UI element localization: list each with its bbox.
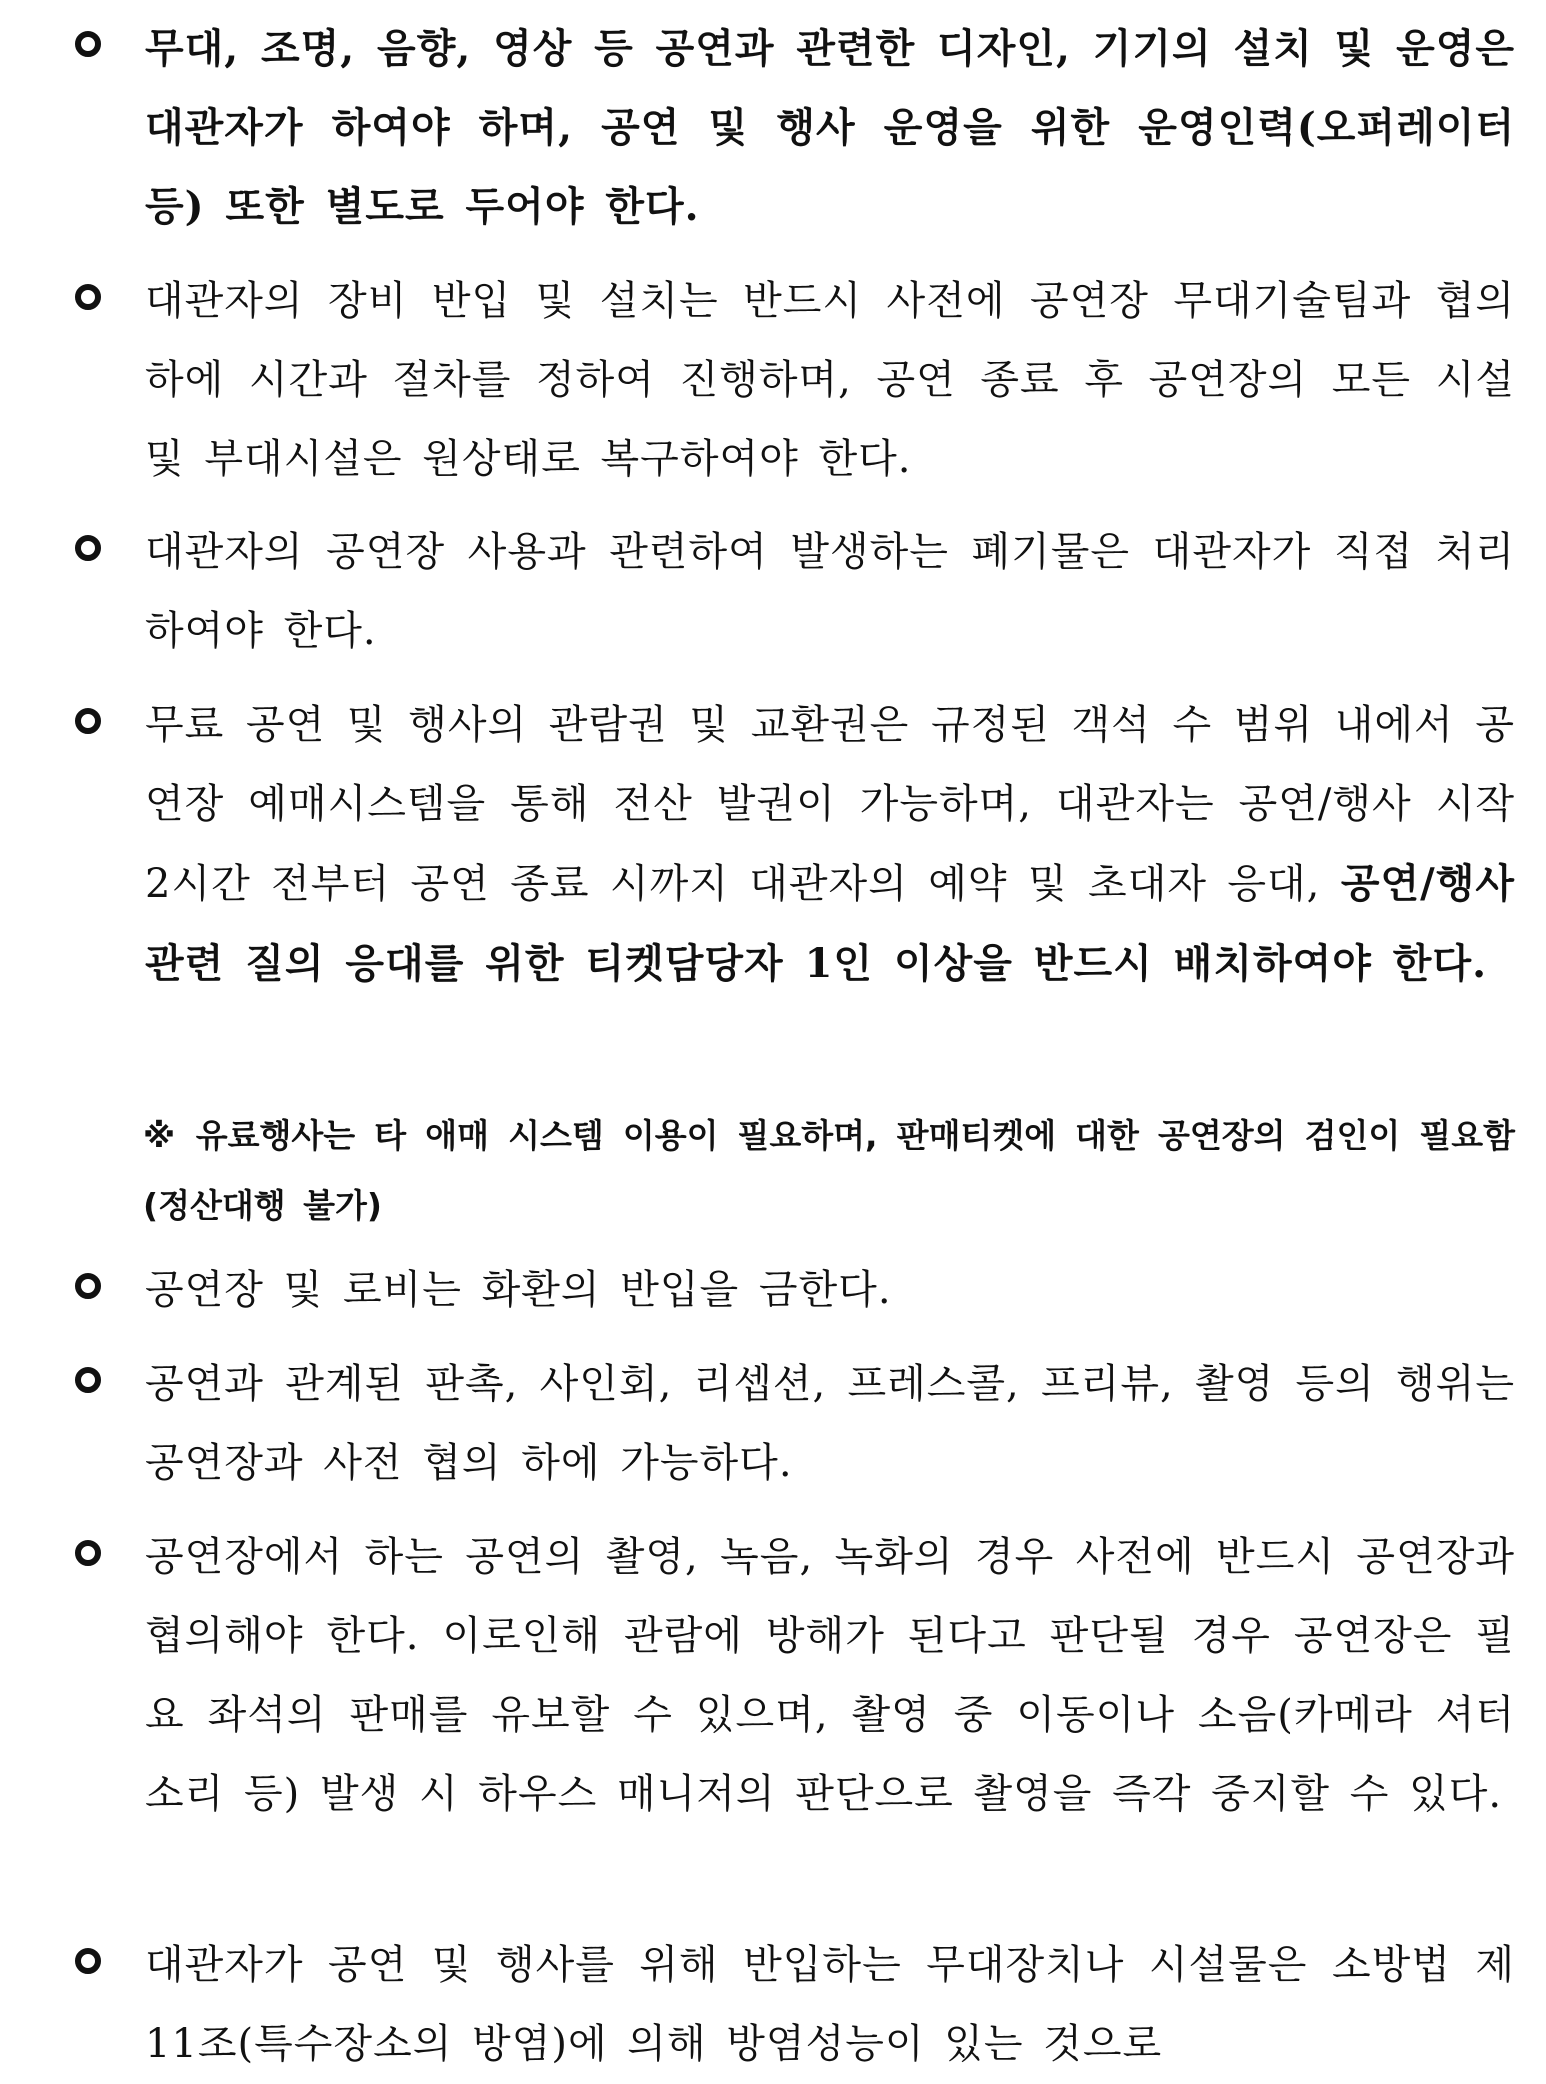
circle-bullet-icon bbox=[75, 284, 101, 310]
rule-text-1: 무대, 조명, 음향, 영상 등 공연과 관련한 디자인, 기기의 설치 및 운영은 대관자가 하여야 하며, 공연 및 행사 운영을 위한 운영인력(오퍼레이터 등) 또한 별도로 두어야 한다. bbox=[145, 25, 1515, 230]
rule-item-8 bbox=[75, 1926, 1515, 2084]
rule-text-2: 대관자의 장비 반입 및 설치는 반드시 사전에 공연장 무대기술팀과 협의 하에 시간과 절차를 정하여 진행하며, 공연 종료 후 공연장의 모든 시설 및 부대시설은 원상태로 복구하여야 한다. bbox=[145, 278, 1515, 482]
rule-text-3: 대관자의 공연장 사용과 관련하여 발생하는 폐기물은 대관자가 직접 처리하여야 한다. bbox=[145, 529, 1515, 654]
paid-event-note: ※ 유료행사는 타 애매 시스템 이용이 필요하며, 판매티켓에 대한 공연장의 검인이 필요함(정산대행 불가) bbox=[143, 1116, 1515, 1225]
rule-item-6 bbox=[75, 1345, 1515, 1503]
rule-item-3 bbox=[75, 513, 1515, 671]
rule-item-7 bbox=[75, 1518, 1515, 1834]
rule-text-4-normal: 무료 공연 및 행사의 관람권 및 교환권은 규정된 객석 수 범위 내에서 공연장 예매시스템을 통해 전산 발권이 가능하며, 대관자는 공연/행사 시작 2시간 전부터 공연 종료 시까지 대관자의 예약 및 초대자 응대, bbox=[145, 702, 1515, 907]
circle-bullet-icon bbox=[75, 535, 101, 561]
circle-bullet-icon bbox=[75, 1540, 101, 1566]
circle-bullet-icon bbox=[75, 31, 101, 57]
rule-text-5: 공연장 및 로비는 화환의 반입을 금한다. bbox=[145, 1267, 892, 1313]
rule-text-7: 공연장에서 하는 공연의 촬영, 녹음, 녹화의 경우 사전에 반드시 공연장과 협의해야 한다. 이로인해 관람에 방해가 된다고 판단될 경우 공연장은 필요 좌석의 판매를 유보할 수 있으며, 촬영 중 이동이나 소음(카메라 셔터 소리 등) 발생 시 하우스 매니저의 판단으로 촬영을 즉각 중지할 수 있다. bbox=[145, 1534, 1515, 1817]
rule-text-4 bbox=[145, 686, 1515, 1004]
rule-item-2 bbox=[75, 262, 1515, 499]
circle-bullet-icon bbox=[75, 1273, 101, 1299]
rule-item-5 bbox=[75, 1251, 1515, 1330]
rule-text-8: 대관자가 공연 및 행사를 위해 반입하는 무대장치나 시설물은 소방법 제11조(특수장소의 방염)에 의해 방염성능이 있는 것으로 bbox=[145, 1942, 1515, 2067]
rule-text-4-bold: 공연/행사 관련 질의 응대를 위한 티켓담당자 1인 이상을 반드시 배치하여야 한다. bbox=[145, 860, 1515, 987]
rule-item-1 bbox=[75, 9, 1515, 246]
circle-bullet-icon bbox=[75, 1948, 101, 1974]
rule-text-6: 공연과 관계된 판촉, 사인회, 리셉션, 프레스콜, 프리뷰, 촬영 등의 행위는 공연장과 사전 협의 하에 가능하다. bbox=[145, 1361, 1515, 1486]
rule-item-4 bbox=[75, 686, 1515, 1004]
circle-bullet-icon bbox=[75, 708, 101, 734]
circle-bullet-icon bbox=[75, 1367, 101, 1393]
